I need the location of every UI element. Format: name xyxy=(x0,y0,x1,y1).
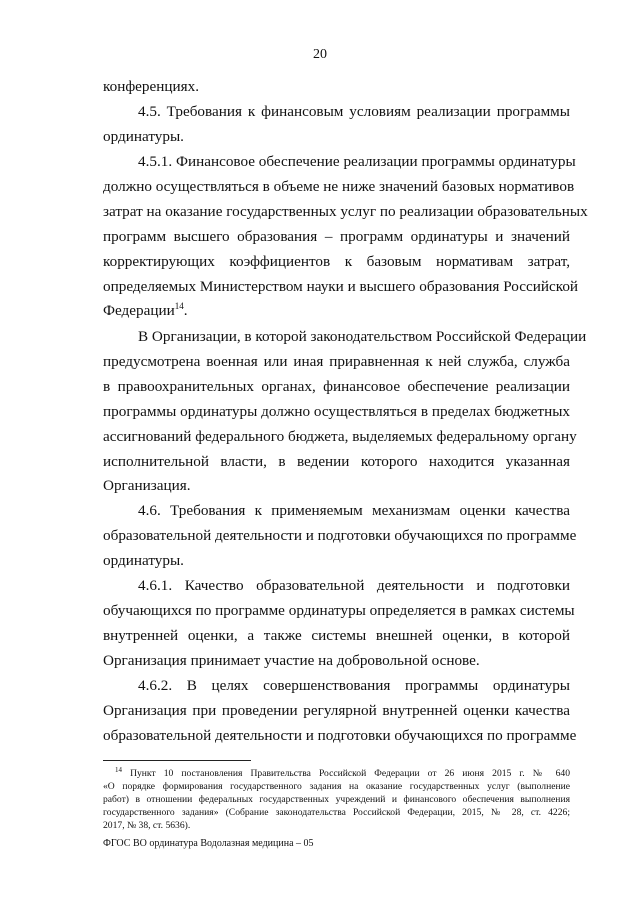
body-line: образовательной деятельности и подготовки обучающихся по программе xyxy=(103,527,577,544)
body-line: должно осуществляться в объеме не ниже значений базовых нормативов xyxy=(103,178,575,195)
document-footer: ФГОС ВО ординатура Водолазная медицина – 05 xyxy=(103,838,314,849)
body-line: 4.5.1. Финансовое обеспечение реализации программы ординатуры xyxy=(138,153,576,170)
body-line: 4.5. Требования к финансовым условиям реализации программы xyxy=(138,103,570,120)
body-line: ординатуры. xyxy=(103,552,184,569)
footnote-line xyxy=(115,765,570,779)
footnote-line: государственного задания» (Собрание законодательства Российской Федерации, 2015, № 28, ст. 4226; xyxy=(103,807,570,818)
body-line: внутренней оценки, а также системы внешней оценки, в которой xyxy=(103,627,570,644)
footnote-text: Пункт 10 постановления Правительства Российской Федерации от 26 июня 2015 г. № 640 xyxy=(130,768,570,779)
body-line: В Организации, в которой законодательством Российской Федерации xyxy=(138,328,587,345)
footnote-ref: 14 xyxy=(174,300,184,311)
body-line: исполнительной власти, в ведении которого находится указанная xyxy=(103,453,570,470)
body-line: обучающихся по программе ординатуры определяется в рамках системы xyxy=(103,602,575,619)
body-line-text: Федерации xyxy=(103,302,175,319)
footnote-line: работ) в отношении федеральных государственных учреждений и финансового обеспечения выполнения xyxy=(103,794,570,805)
body-line: программ высшего образования – программ ординатуры и значений xyxy=(103,228,570,245)
body-line: затрат на оказание государственных услуг по реализации образовательных xyxy=(103,203,588,220)
body-line: программы ординатуры должно осуществляться в пределах бюджетных xyxy=(103,403,570,420)
footnote-line: 2017, № 38, ст. 5636). xyxy=(103,820,191,831)
body-line: Организация при проведении регулярной внутренней оценки качества xyxy=(103,702,570,719)
body-line: Организация. xyxy=(103,477,191,494)
footnote-marker: 14 xyxy=(115,765,122,774)
footnote-line: «О порядке формирования государственного задания на оказание государственных услуг (выполнение xyxy=(103,781,570,792)
body-line: предусмотрена военная или иная приравненная к ней служба, служба xyxy=(103,353,570,370)
body-line: Федерации$^{14}$. xyxy=(103,300,188,319)
body-line: Организация принимает участие на добровольной основе. xyxy=(103,652,480,669)
footnote-divider xyxy=(103,760,251,761)
page-number: 20 xyxy=(313,47,327,62)
body-line: 4.6. Требования к применяемым механизмам оценки качества xyxy=(138,502,570,519)
body-line: ординатуры. xyxy=(103,128,184,145)
body-line: 4.6.1. Качество образовательной деятельности и подготовки xyxy=(138,577,570,594)
body-line: 4.6.2. В целях совершенствования программы ординатуры xyxy=(138,677,570,694)
body-line: конференциях. xyxy=(103,78,200,95)
body-line: образовательной деятельности и подготовки обучающихся по программе xyxy=(103,727,577,744)
body-line: определяемых Министерством науки и высшего образования Российской xyxy=(103,278,579,295)
body-line: в правоохранительных органах, финансовое обеспечение реализации xyxy=(103,378,570,395)
body-line: ассигнований федерального бюджета, выделяемых федеральному органу xyxy=(103,428,577,445)
body-line: корректирующих коэффициентов к базовым нормативам затрат, xyxy=(103,253,570,270)
